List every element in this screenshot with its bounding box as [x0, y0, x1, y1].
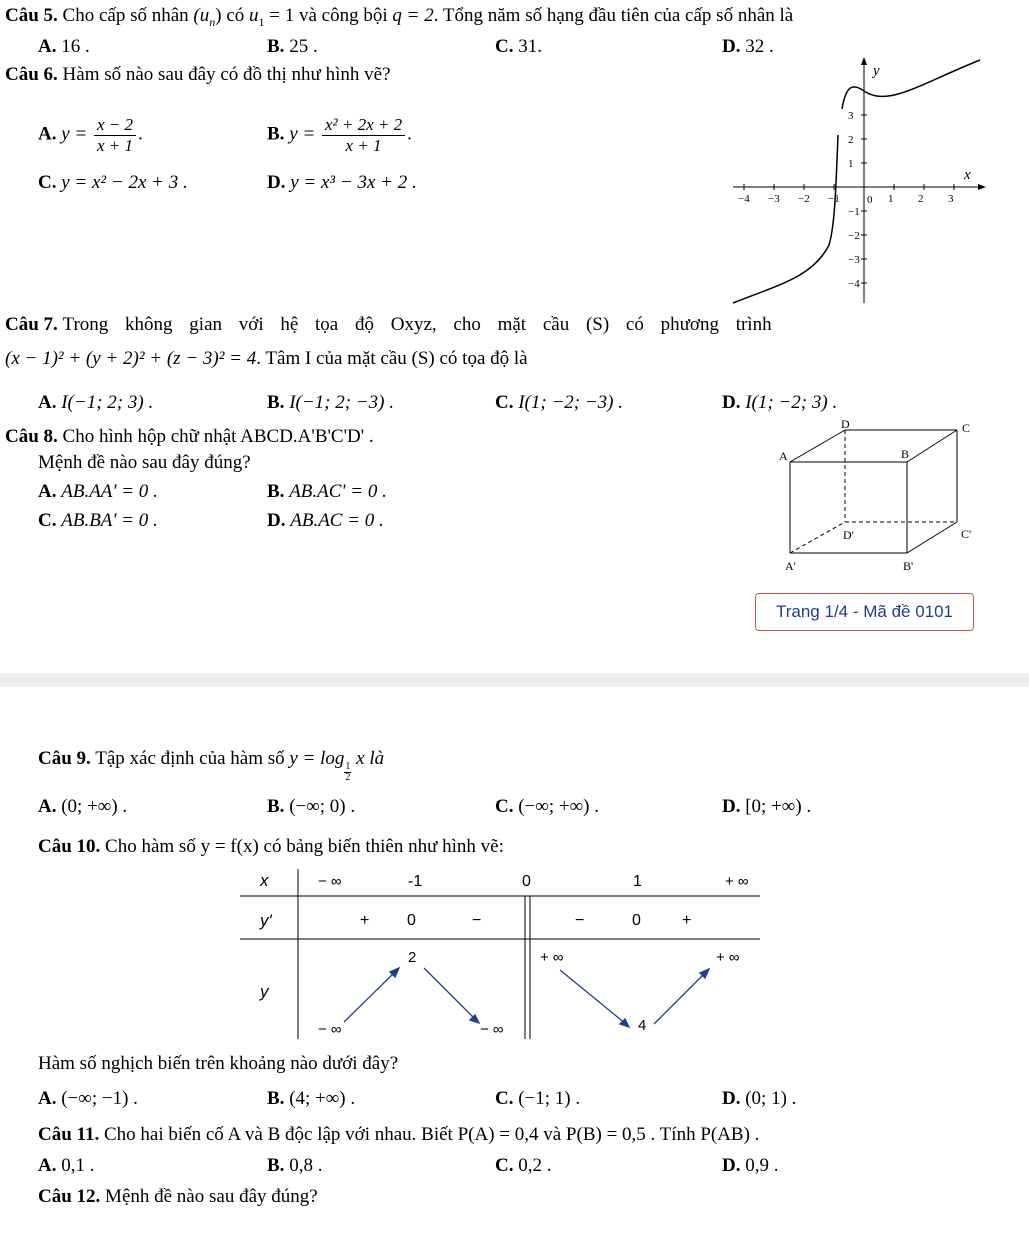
arrow-decrease-1 — [424, 968, 476, 1020]
x-value-1: 1 — [633, 873, 642, 890]
x-value-0: 0 — [522, 873, 531, 890]
q5-stem: Câu 5. Cho cấp số nhân $(u_n)$ có $u_1 = 1$ và công bội q = 2. Tổng năm số hạng đầu tiên của cấp số nhân là — [5, 5, 794, 29]
y-tick-label: 1 — [848, 158, 854, 170]
q10-option-a[interactable]: A. (−∞; −1) . — [38, 1088, 138, 1109]
x-tick-label: 1 — [888, 193, 894, 205]
q7-option-c[interactable]: C. I(1; −2; −3) . — [495, 392, 624, 413]
x-tick-label: 2 — [918, 193, 924, 205]
x-tick-label: −3 — [768, 193, 780, 205]
y-tick-label: 2 — [848, 134, 854, 146]
vertex-a: A — [779, 449, 788, 463]
q5-option-d[interactable]: D. 32 . — [722, 36, 774, 57]
y-value-right-high: + ∞ — [716, 949, 740, 966]
q8-option-d[interactable]: D. AB.AC = 0 . — [267, 510, 384, 531]
graph-y-label: y — [873, 63, 880, 79]
y-tick-label: −2 — [848, 230, 860, 242]
q7-label: Câu 7. — [5, 314, 58, 335]
graph-x-arrow — [978, 184, 986, 190]
yp-sign-5: 0 — [632, 912, 641, 929]
page-separator — [0, 673, 1029, 687]
q10-option-c[interactable]: C. (−1; 1) . — [495, 1088, 581, 1109]
q9-option-b[interactable]: B. (−∞; 0) . — [267, 796, 356, 817]
q10-option-d[interactable]: D. (0; 1) . — [722, 1088, 797, 1109]
q5-option-c[interactable]: C. 31. — [495, 36, 542, 57]
q12-stem: Câu 12. Mệnh đề nào sau đây đúng? — [38, 1186, 318, 1207]
table-row-x: x — [260, 871, 269, 890]
x-tick-label: −2 — [798, 193, 810, 205]
vertex-d: D — [841, 418, 850, 431]
q6-label: Câu 6. — [5, 64, 58, 85]
q5-option-b[interactable]: B. 25 . — [267, 36, 318, 57]
q6-stem: Câu 6. Hàm số nào sau đây có đồ thị như hình vẽ? — [5, 64, 391, 85]
q8-option-c[interactable]: C. AB.BA' = 0 . — [38, 510, 158, 531]
graph-curve-right — [842, 60, 980, 109]
q10-question: Hàm số nghịch biến trên khoảng nào dưới đây? — [38, 1053, 399, 1074]
q8-subquestion: Mệnh đề nào sau đây đúng? — [38, 452, 251, 473]
vertex-a1: A' — [785, 559, 796, 573]
x-tick-label: 3 — [948, 193, 954, 205]
q6-option-d[interactable]: D. y = x³ − 3x + 2 . — [267, 172, 417, 193]
q6-function-graph — [728, 55, 998, 305]
q12-label: Câu 12. — [38, 1186, 101, 1207]
y-value-mid-high: + ∞ — [540, 949, 564, 966]
q8-stem: Câu 8. Cho hình hộp chữ nhật ABCD.A'B'C'D' . — [5, 426, 374, 447]
q6-option-b[interactable]: B. y = $\frac{\text{x² + 2x + 2}}{x + 1}$ . — [267, 115, 412, 155]
q6-option-c[interactable]: C. y = x² − 2x + 3 . — [38, 172, 188, 193]
q7-option-b[interactable]: B. I(−1; 2; −3) . — [267, 392, 394, 413]
yp-sign-4: − — [575, 912, 585, 929]
q11-option-d[interactable]: D. 0,9 . — [722, 1155, 779, 1176]
page-footer: Trang 1/4 - Mã đề 0101 — [755, 593, 974, 631]
q7-equation: (x − 1)² + (y + 2)² + (z − 3)² = 4 — [5, 348, 257, 369]
q6-a-fraction: $\frac{x - 2}{x + 1}$ — [94, 115, 136, 155]
q10-option-b[interactable]: B. (4; +∞) . — [267, 1088, 356, 1109]
q8-box-figure — [775, 418, 985, 578]
q11-label: Câu 11. — [38, 1124, 100, 1145]
q10-stem: Câu 10. Cho hàm số y = f(x) có bảng biến thiên như hình vẽ: — [38, 836, 504, 857]
q9-label: Câu 9. — [38, 748, 91, 769]
arrow-increase-1 — [344, 971, 396, 1022]
q7-option-d[interactable]: D. I(1; −2; 3) . — [722, 392, 838, 413]
y-tick-label: −3 — [848, 254, 860, 266]
q8-label: Câu 8. — [5, 426, 58, 447]
yp-sign-6: + — [682, 912, 692, 929]
q11-option-c[interactable]: C. 0,2 . — [495, 1155, 552, 1176]
y-value-min: 4 — [638, 1017, 647, 1034]
q11-option-b[interactable]: B. 0,8 . — [267, 1155, 323, 1176]
y-value-left-low: − ∞ — [318, 1021, 342, 1038]
graph-origin-label: 0 — [867, 194, 873, 206]
q6-b-fraction: $\frac{\text{x² + 2x + 2}}{x + 1}$ — [322, 115, 405, 155]
y-value-max: 2 — [408, 949, 417, 966]
q11-option-a[interactable]: A. 0,1 . — [38, 1155, 95, 1176]
q9-option-c[interactable]: C. (−∞; +∞) . — [495, 796, 599, 817]
vertex-b1: B' — [903, 559, 914, 573]
q5-option-a[interactable]: A. 16 . — [38, 36, 90, 57]
table-row-yprime: y' — [260, 911, 272, 930]
graph-curve-left — [733, 135, 838, 303]
y-value-mid-low: − ∞ — [480, 1021, 504, 1038]
x-value-minus-1: -1 — [408, 873, 423, 890]
y-tick-label: 3 — [848, 110, 854, 122]
q7-stem-line1: Câu 7. Trong không gian với hệ tọa độ Oxyz, cho mặt cầu (S) có phương trình — [5, 314, 772, 335]
q9-stem: Câu 9. Tập xác định của hàm số y = log $\frac{1}{2}$ x là — [38, 748, 385, 783]
x-tick-label: −1 — [828, 193, 840, 205]
yp-sign-1: + — [360, 912, 370, 929]
x-value-neg-inf: − ∞ — [318, 873, 342, 890]
graph-x-label: x — [964, 167, 971, 183]
q7-option-a[interactable]: A. I(−1; 2; 3) . — [38, 392, 154, 413]
q10-variation-table — [240, 864, 770, 1044]
yp-sign-2: 0 — [407, 912, 416, 929]
q5-label: Câu 5. — [5, 5, 58, 26]
vertex-c: C — [962, 421, 971, 435]
arrow-decrease-2 — [560, 970, 626, 1024]
vertex-b: B — [901, 447, 910, 461]
q9-option-d[interactable]: D. [0; +∞) . — [722, 796, 812, 817]
yp-sign-3: − — [472, 912, 482, 929]
x-value-pos-inf: + ∞ — [725, 873, 749, 890]
vertex-c1: C' — [961, 527, 972, 541]
y-tick-label: −4 — [848, 278, 860, 290]
graph-y-arrow — [861, 57, 867, 65]
q7-stem-line2: (x − 1)² + (y + 2)² + (z − 3)² = 4. Tâm I của mặt cầu (S) có tọa độ là — [5, 348, 528, 369]
q11-stem: Câu 11. Cho hai biến cố A và B độc lập với nhau. Biết P(A) = 0,4 và P(B) = 0,5 . Tính P(AB) . — [38, 1124, 760, 1145]
x-tick-label: −4 — [738, 193, 750, 205]
vertex-d1: D' — [843, 528, 854, 542]
y-tick-label: −1 — [848, 206, 860, 218]
q10-label: Câu 10. — [38, 836, 101, 857]
arrow-increase-2 — [654, 972, 706, 1024]
q6-option-a[interactable]: A. y = $\frac{x - 2}{x + 1}$ . — [38, 115, 143, 155]
q8-option-b[interactable]: B. AB.AC' = 0 . — [267, 481, 387, 502]
q8-option-a[interactable]: A. AB.AA' = 0 . — [38, 481, 158, 502]
q9-option-a[interactable]: A. (0; +∞) . — [38, 796, 128, 817]
table-row-y: y — [260, 982, 269, 1001]
